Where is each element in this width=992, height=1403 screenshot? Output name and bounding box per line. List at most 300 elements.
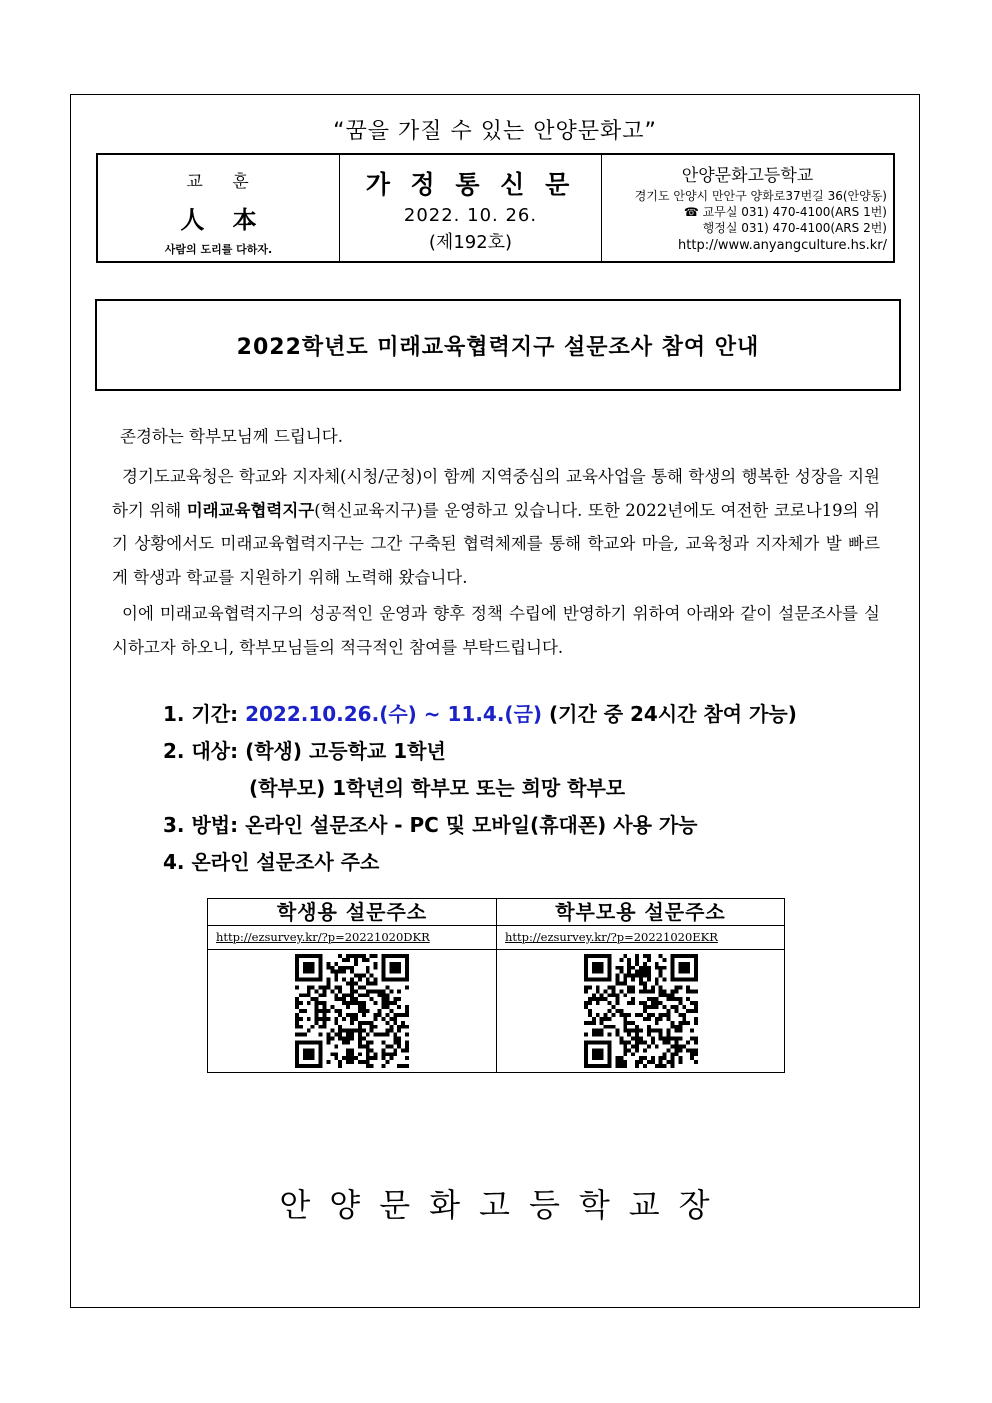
qr-module bbox=[603, 1013, 607, 1017]
qr-module bbox=[315, 1013, 319, 1017]
qr-module bbox=[326, 982, 330, 986]
qr-module bbox=[334, 993, 338, 997]
qr-module bbox=[350, 1052, 354, 1056]
qr-module bbox=[595, 962, 599, 966]
qr-module bbox=[334, 962, 338, 966]
qr-module bbox=[334, 1044, 338, 1048]
qr-module bbox=[584, 978, 588, 982]
qr-module bbox=[694, 954, 698, 958]
qr-module bbox=[627, 974, 631, 978]
qr-module bbox=[635, 954, 639, 958]
qr-module bbox=[381, 1048, 385, 1052]
qr-module bbox=[670, 1021, 674, 1025]
qr-module bbox=[599, 997, 603, 1001]
qr-module bbox=[611, 989, 615, 993]
qr-module bbox=[658, 1013, 662, 1017]
qr-module bbox=[635, 1040, 639, 1044]
qr-module bbox=[370, 997, 374, 1001]
qr-module bbox=[607, 1044, 611, 1048]
qr-module bbox=[299, 978, 303, 982]
qr-module bbox=[350, 1001, 354, 1005]
qr-module bbox=[635, 1064, 639, 1068]
qr-module bbox=[627, 970, 631, 974]
qr-module bbox=[587, 1009, 591, 1013]
qr-module bbox=[358, 1052, 362, 1056]
qr-module bbox=[319, 1044, 323, 1048]
qr-module bbox=[654, 1029, 658, 1033]
qr-module bbox=[650, 1040, 654, 1044]
qr-module bbox=[662, 958, 666, 962]
qr-module bbox=[366, 1052, 370, 1056]
qr-module bbox=[397, 954, 401, 958]
qr-module bbox=[303, 966, 307, 970]
qr-module bbox=[615, 978, 619, 982]
qr-module bbox=[319, 1040, 323, 1044]
qr-module bbox=[370, 974, 374, 978]
qr-module bbox=[646, 966, 650, 970]
qr-module bbox=[358, 978, 362, 982]
qr-module bbox=[358, 1009, 362, 1013]
qr-module bbox=[319, 958, 323, 962]
qr-module bbox=[635, 974, 639, 978]
qr-module bbox=[319, 1060, 323, 1064]
qr-module bbox=[319, 974, 323, 978]
qr-module bbox=[584, 954, 588, 958]
qr-module bbox=[381, 993, 385, 997]
qr-module bbox=[690, 989, 694, 993]
qr-module bbox=[650, 1005, 654, 1009]
qr-module bbox=[615, 1064, 619, 1068]
qr-module bbox=[366, 978, 370, 982]
qr-module bbox=[650, 1037, 654, 1041]
qr-module bbox=[330, 1037, 334, 1041]
qr-module bbox=[678, 1037, 682, 1041]
qr-module bbox=[607, 1064, 611, 1068]
qr-module bbox=[389, 966, 393, 970]
parent-qr-code[interactable] bbox=[584, 954, 698, 1068]
qr-module bbox=[584, 1064, 588, 1068]
paragraph-1-bold: 미래교육협력지구 bbox=[186, 500, 315, 520]
qr-module bbox=[584, 1001, 588, 1005]
qr-module bbox=[319, 1009, 323, 1013]
qr-module bbox=[319, 978, 323, 982]
qr-module bbox=[385, 1021, 389, 1025]
qr-module bbox=[694, 1048, 698, 1052]
qr-module bbox=[338, 1013, 342, 1017]
qr-module bbox=[591, 966, 595, 970]
qr-module bbox=[389, 970, 393, 974]
qr-module bbox=[682, 1021, 686, 1025]
qr-module bbox=[603, 954, 607, 958]
qr-module bbox=[362, 1009, 366, 1013]
qr-module bbox=[654, 1001, 658, 1005]
qr-module bbox=[389, 989, 393, 993]
qr-module bbox=[307, 954, 311, 958]
qr-module bbox=[350, 989, 354, 993]
qr-module bbox=[315, 954, 319, 958]
qr-module bbox=[374, 954, 378, 958]
qr-module bbox=[670, 970, 674, 974]
student-survey-link[interactable]: http://ezsurvey.kr/?p=20221020DKR bbox=[208, 926, 497, 950]
qr-module bbox=[694, 1005, 698, 1009]
qr-module bbox=[595, 1029, 599, 1033]
qr-module bbox=[346, 958, 350, 962]
qr-module bbox=[690, 1001, 694, 1005]
qr-module bbox=[311, 966, 315, 970]
qr-module bbox=[385, 1013, 389, 1017]
qr-module bbox=[662, 978, 666, 982]
qr-module bbox=[334, 985, 338, 989]
paragraph-1-text-end: (혁신교육지구)를 운영하고 있습니다. 또한 2022년에도 여전한 코로나19의 위기 상황에서도 미래교육협력지구는 그간 구축된 협력체제를 통해 학교와 마을, 교육청과 지자체가 발 빠르게 학생과 학교를 지원하기 위해 노력해 왔습니다. bbox=[112, 500, 880, 587]
qr-module bbox=[619, 1064, 623, 1068]
qr-module bbox=[334, 970, 338, 974]
qr-module bbox=[350, 997, 354, 1001]
qr-module bbox=[401, 1021, 405, 1025]
qr-module bbox=[658, 1064, 662, 1068]
qr-module bbox=[295, 1001, 299, 1005]
qr-module bbox=[307, 962, 311, 966]
qr-module bbox=[670, 954, 674, 958]
qr-module bbox=[662, 1056, 666, 1060]
qr-module bbox=[666, 1037, 670, 1041]
qr-module bbox=[639, 1056, 643, 1060]
qr-module bbox=[334, 1009, 338, 1013]
qr-module bbox=[646, 1005, 650, 1009]
qr-module bbox=[326, 962, 330, 966]
qr-module bbox=[307, 1017, 311, 1021]
qr-module bbox=[646, 1044, 650, 1048]
qr-module bbox=[646, 954, 650, 958]
qr-module bbox=[690, 1009, 694, 1013]
qr-module bbox=[642, 962, 646, 966]
qr-module bbox=[599, 966, 603, 970]
qr-module bbox=[658, 1017, 662, 1021]
qr-module bbox=[670, 974, 674, 978]
qr-module bbox=[591, 993, 595, 997]
qr-module bbox=[366, 966, 370, 970]
qr-module bbox=[315, 1040, 319, 1044]
qr-module bbox=[381, 978, 385, 982]
document-title: 2022학년도 미래교육협력지구 설문조사 참여 안내 bbox=[236, 334, 760, 360]
qr-module bbox=[611, 1025, 615, 1029]
qr-module bbox=[311, 1040, 315, 1044]
qr-module bbox=[690, 1052, 694, 1056]
qr-module bbox=[326, 1017, 330, 1021]
qr-module bbox=[591, 1056, 595, 1060]
qr-module bbox=[393, 978, 397, 982]
qr-module bbox=[639, 970, 643, 974]
qr-module bbox=[650, 985, 654, 989]
student-qr-code[interactable] bbox=[295, 954, 409, 1068]
qr-module bbox=[370, 1056, 374, 1060]
qr-module bbox=[642, 982, 646, 986]
qr-module bbox=[350, 1037, 354, 1041]
qr-module bbox=[381, 970, 385, 974]
qr-module bbox=[686, 997, 690, 1001]
qr-module bbox=[670, 978, 674, 982]
qr-module bbox=[311, 985, 315, 989]
qr-module bbox=[358, 1060, 362, 1064]
qr-module bbox=[330, 1005, 334, 1009]
qr-module bbox=[642, 989, 646, 993]
qr-module bbox=[338, 1009, 342, 1013]
qr-module bbox=[591, 962, 595, 966]
qr-module bbox=[350, 1048, 354, 1052]
qr-module bbox=[319, 1056, 323, 1060]
qr-module bbox=[354, 958, 358, 962]
qr-module bbox=[639, 966, 643, 970]
qr-module bbox=[686, 978, 690, 982]
qr-module bbox=[366, 1060, 370, 1064]
qr-module bbox=[654, 1044, 658, 1048]
qr-module bbox=[591, 954, 595, 958]
qr-module bbox=[366, 958, 370, 962]
qr-module bbox=[374, 1001, 378, 1005]
qr-module bbox=[326, 1033, 330, 1037]
qr-module bbox=[405, 1005, 409, 1009]
qr-module bbox=[639, 1013, 643, 1017]
item-address-label: 4. 온라인 설문조사 주소 bbox=[163, 850, 380, 874]
qr-module bbox=[635, 1037, 639, 1041]
qr-module bbox=[690, 1056, 694, 1060]
qr-module bbox=[381, 1001, 385, 1005]
qr-module bbox=[393, 1017, 397, 1021]
qr-module bbox=[623, 1021, 627, 1025]
qr-module bbox=[603, 1040, 607, 1044]
qr-module bbox=[389, 978, 393, 982]
qr-module bbox=[635, 1044, 639, 1048]
qr-module bbox=[397, 1005, 401, 1009]
school-website[interactable]: http://www.anyangculture.hs.kr/ bbox=[678, 238, 887, 253]
qr-module bbox=[635, 958, 639, 962]
qr-module bbox=[326, 978, 330, 982]
qr-module bbox=[670, 966, 674, 970]
qr-module bbox=[611, 1005, 615, 1009]
qr-module bbox=[615, 982, 619, 986]
qr-module bbox=[362, 985, 366, 989]
qr-module bbox=[678, 970, 682, 974]
qr-module bbox=[603, 989, 607, 993]
qr-module bbox=[642, 974, 646, 978]
qr-module bbox=[295, 997, 299, 1001]
qr-module bbox=[686, 1040, 690, 1044]
qr-module bbox=[366, 1064, 370, 1068]
qr-module bbox=[595, 1064, 599, 1068]
qr-module bbox=[405, 1040, 409, 1044]
qr-module bbox=[646, 970, 650, 974]
qr-module bbox=[311, 970, 315, 974]
phone-admin: 행정실 031) 470-4100(ARS 2번) bbox=[702, 221, 887, 235]
qr-module bbox=[346, 966, 350, 970]
qr-module bbox=[666, 1029, 670, 1033]
qr-module bbox=[323, 1017, 327, 1021]
qr-module bbox=[303, 970, 307, 974]
qr-module bbox=[603, 978, 607, 982]
qr-module bbox=[694, 1060, 698, 1064]
qr-module bbox=[374, 966, 378, 970]
qr-module bbox=[595, 1040, 599, 1044]
qr-module bbox=[405, 962, 409, 966]
item-target-parent: (학부모) 1학년의 학부모 또는 희망 학부모 bbox=[249, 776, 626, 800]
qr-module bbox=[627, 1013, 631, 1017]
qr-module bbox=[342, 966, 346, 970]
parent-survey-link[interactable]: http://ezsurvey.kr/?p=20221020EKR bbox=[497, 926, 784, 950]
newsletter-date: 2022. 10. 26. bbox=[403, 205, 538, 226]
qr-module bbox=[642, 1009, 646, 1013]
qr-module bbox=[362, 958, 366, 962]
qr-module bbox=[619, 970, 623, 974]
qr-module bbox=[393, 966, 397, 970]
qr-module bbox=[682, 966, 686, 970]
qr-module bbox=[358, 1029, 362, 1033]
qr-module bbox=[591, 1064, 595, 1068]
qr-module bbox=[587, 1021, 591, 1025]
qr-module bbox=[295, 1033, 299, 1037]
qr-module bbox=[381, 1064, 385, 1068]
qr-module bbox=[350, 966, 354, 970]
qr-module bbox=[662, 1013, 666, 1017]
qr-module bbox=[642, 970, 646, 974]
qr-module bbox=[658, 1037, 662, 1041]
qr-module bbox=[607, 1048, 611, 1052]
qr-module bbox=[607, 966, 611, 970]
qr-module bbox=[319, 1064, 323, 1068]
qr-module bbox=[393, 1040, 397, 1044]
qr-module bbox=[670, 989, 674, 993]
qr-module bbox=[374, 962, 378, 966]
qr-module bbox=[401, 1025, 405, 1029]
qr-module bbox=[342, 1017, 346, 1021]
qr-module bbox=[338, 997, 342, 1001]
qr-module bbox=[315, 1021, 319, 1025]
qr-module bbox=[334, 1021, 338, 1025]
qr-module bbox=[658, 1001, 662, 1005]
qr-module bbox=[381, 997, 385, 1001]
qr-module bbox=[362, 993, 366, 997]
qr-module bbox=[358, 954, 362, 958]
qr-module bbox=[295, 1013, 299, 1017]
qr-module bbox=[670, 1060, 674, 1064]
qr-module bbox=[666, 993, 670, 997]
qr-module bbox=[323, 989, 327, 993]
qr-module bbox=[694, 966, 698, 970]
parent-survey-header: 학부모용 설문주소 bbox=[497, 899, 784, 926]
qr-module bbox=[658, 1033, 662, 1037]
qr-module bbox=[599, 1064, 603, 1068]
qr-module bbox=[642, 966, 646, 970]
qr-module bbox=[370, 1064, 374, 1068]
paragraph-1-text: 경기도교육청은 학교와 지자체(시청/군청)이 함께 지역중심의 교육사업을 통해 학생의 행복한 성장을 지원하기 위해 bbox=[112, 467, 880, 520]
phone-office: ☎ 교무실 031) 470-4100(ARS 1번) bbox=[683, 205, 887, 219]
qr-module bbox=[350, 982, 354, 986]
qr-module bbox=[307, 970, 311, 974]
qr-module bbox=[334, 1017, 338, 1021]
qr-module bbox=[397, 962, 401, 966]
qr-module bbox=[658, 954, 662, 958]
qr-module bbox=[694, 1001, 698, 1005]
qr-module bbox=[401, 978, 405, 982]
qr-module bbox=[674, 1025, 678, 1029]
qr-module bbox=[307, 1001, 311, 1005]
qr-module bbox=[686, 985, 690, 989]
qr-module bbox=[631, 985, 635, 989]
qr-module bbox=[599, 1048, 603, 1052]
qr-module bbox=[654, 966, 658, 970]
qr-module bbox=[303, 993, 307, 997]
qr-module bbox=[385, 1029, 389, 1033]
qr-module bbox=[397, 1029, 401, 1033]
qr-module bbox=[694, 962, 698, 966]
qr-module bbox=[346, 982, 350, 986]
parent-qr-cell bbox=[497, 950, 784, 1072]
qr-module bbox=[389, 954, 393, 958]
qr-module bbox=[631, 1001, 635, 1005]
qr-module bbox=[686, 954, 690, 958]
qr-module bbox=[389, 1052, 393, 1056]
qr-module bbox=[584, 974, 588, 978]
qr-module bbox=[619, 989, 623, 993]
qr-module bbox=[393, 997, 397, 1001]
qr-module bbox=[350, 1056, 354, 1060]
qr-module bbox=[346, 1013, 350, 1017]
qr-module bbox=[350, 1021, 354, 1025]
qr-module bbox=[654, 1017, 658, 1021]
qr-module bbox=[295, 1056, 299, 1060]
qr-module bbox=[303, 954, 307, 958]
qr-module bbox=[346, 993, 350, 997]
qr-module bbox=[603, 1064, 607, 1068]
qr-module bbox=[374, 1056, 378, 1060]
qr-module bbox=[623, 1048, 627, 1052]
qr-module bbox=[674, 997, 678, 1001]
qr-module bbox=[378, 993, 382, 997]
qr-module bbox=[362, 954, 366, 958]
qr-module bbox=[646, 1029, 650, 1033]
qr-module bbox=[670, 1064, 674, 1068]
qr-module bbox=[393, 1021, 397, 1025]
motto-label: 교 훈 bbox=[186, 172, 261, 192]
qr-module bbox=[350, 1017, 354, 1021]
principal-signature: 안양문화고등학교장 bbox=[279, 1186, 729, 1224]
qr-module bbox=[397, 1040, 401, 1044]
qr-module bbox=[631, 1037, 635, 1041]
qr-module bbox=[631, 1029, 635, 1033]
qr-module bbox=[619, 1060, 623, 1064]
qr-module bbox=[381, 1033, 385, 1037]
qr-module bbox=[354, 982, 358, 986]
qr-module bbox=[607, 1025, 611, 1029]
qr-module bbox=[354, 1056, 358, 1060]
qr-module bbox=[650, 997, 654, 1001]
qr-module bbox=[401, 1048, 405, 1052]
qr-module bbox=[599, 954, 603, 958]
item-period bbox=[163, 698, 797, 735]
survey-table bbox=[207, 898, 785, 1073]
qr-module bbox=[311, 1064, 315, 1068]
qr-module bbox=[584, 962, 588, 966]
qr-module bbox=[342, 970, 346, 974]
qr-module bbox=[354, 1001, 358, 1005]
qr-module bbox=[311, 954, 315, 958]
qr-module bbox=[323, 1013, 327, 1017]
qr-module bbox=[299, 1025, 303, 1029]
qr-module bbox=[694, 974, 698, 978]
qr-module bbox=[607, 1033, 611, 1037]
qr-module bbox=[686, 970, 690, 974]
qr-module bbox=[374, 1017, 378, 1021]
qr-module bbox=[674, 1052, 678, 1056]
newsletter-header bbox=[96, 153, 895, 263]
